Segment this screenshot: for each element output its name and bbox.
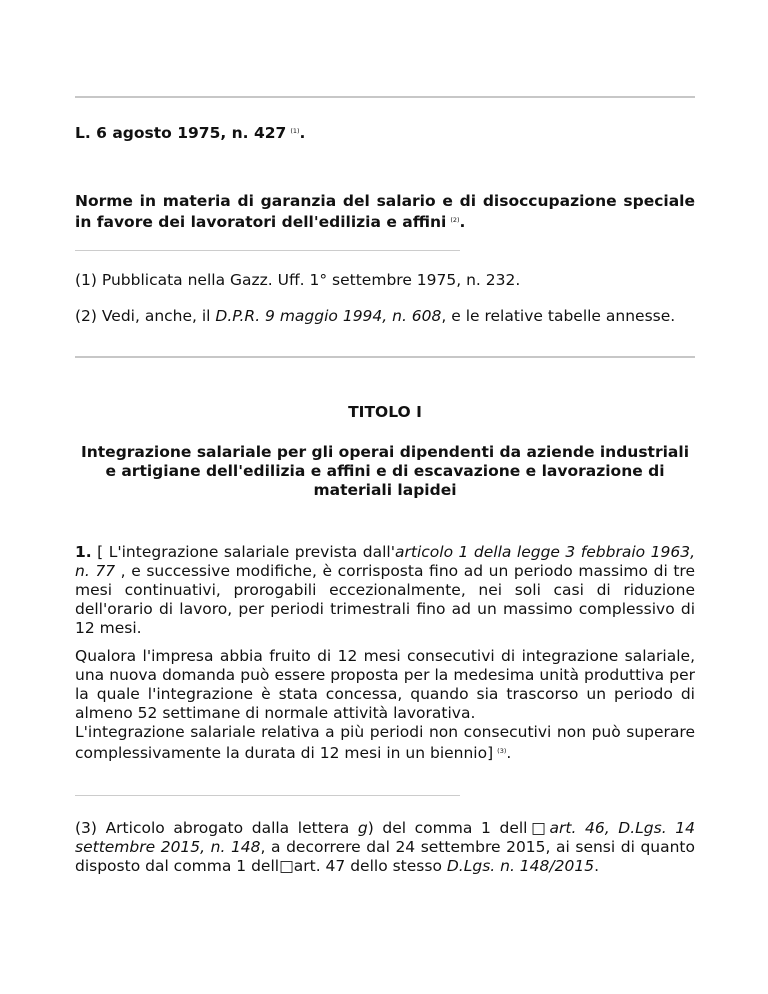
divider-titolo [75, 356, 695, 358]
titolo-label: TITOLO I [348, 403, 422, 421]
law-title-text: L. 6 agosto 1975, n. 427 [75, 124, 287, 142]
footnote-1: (1) Pubblicata nella Gazz. Uff. 1° settembre 1975, n. 232. [75, 271, 521, 289]
footnote-2: (2) Vedi, anche, il D.P.R. 9 maggio 1994, n. 608, e le relative tabelle annesse. [75, 307, 676, 325]
footnote-ref-1[interactable]: (1) [290, 127, 300, 135]
footnote-3-link-1[interactable]: art. 46, D.Lgs. 14 settembre 2015, n. 148 [75, 819, 695, 856]
law-title: L. 6 agosto 1975, n. 427 $^{(1)}$. [75, 124, 306, 142]
article-1-number: 1. [75, 543, 92, 561]
footnote-3-link-2[interactable]: D.Lgs. n. 148/2015 [446, 857, 595, 875]
law-subject: Norme in materia di garanzia del salario e di disoccupazione speciale in favore dei lavoratori dell'edilizia e affini $^{(2)}$. [75, 192, 695, 231]
article-1-law-link[interactable]: articolo 1 della legge 3 febbraio 1963, n. 77 [75, 543, 695, 580]
divider-notes-bottom [75, 795, 460, 796]
footnote-3: (3) Articolo abrogato dalla lettera g) del comma 1 dell□art. 46, D.Lgs. 14 settembre 2015, n. 148, a decorrere dal 24 settembre 2015, ai sensi di quanto disposto dal comma 1 dell□art. 47 dello stesso D.Lgs. n. 148/2015. [75, 819, 695, 875]
footnote-ref-3[interactable]: (3) [497, 747, 507, 755]
missing-glyph-icon: □ [527, 819, 550, 837]
titolo-heading: Integrazione salariale per gli operai dipendenti da aziende industriali e artigiane dell'edilizia e affini e di escavazione e lavorazione di materiali lapidei [80, 443, 690, 499]
divider-notes-top [75, 250, 460, 251]
law-subject-text: Norme in materia di garanzia del salario e di disoccupazione speciale in favore dei lavoratori dell'edilizia e affini [75, 192, 695, 231]
article-1-paragraph-1: 1. [ L'integrazione salariale prevista dall'articolo 1 della legge 3 febbraio 1963, n. 77 , e successive modifiche, è corrisposta fino ad un periodo massimo di tre mesi continuativi, prorogabili eccezionalmente, nei soli casi di riduzione dell'orario di lavoro, per periodi trimestrali fino ad un massimo complessivo di 12 mesi. [75, 543, 695, 637]
footnote-ref-2[interactable]: (2) [450, 216, 460, 224]
missing-glyph-icon: □ [279, 857, 294, 875]
article-1-paragraph-2: Qualora l'impresa abbia fruito di 12 mesi consecutivi di integrazione salariale, una nuova domanda può essere proposta per la medesima unità produttiva per la quale l'integrazione è stata concessa, quando sia trascorso un periodo di almeno 52 settimane di normale attività lavorativa. [75, 647, 695, 722]
article-1-paragraph-3: L'integrazione salariale relativa a più periodi non consecutivi non può superare complessivamente la durata di 12 mesi in un biennio] $^{(3)}$. [75, 723, 695, 762]
divider-top [75, 96, 695, 98]
footnote-2-link[interactable]: D.P.R. 9 maggio 1994, n. 608 [215, 307, 442, 325]
